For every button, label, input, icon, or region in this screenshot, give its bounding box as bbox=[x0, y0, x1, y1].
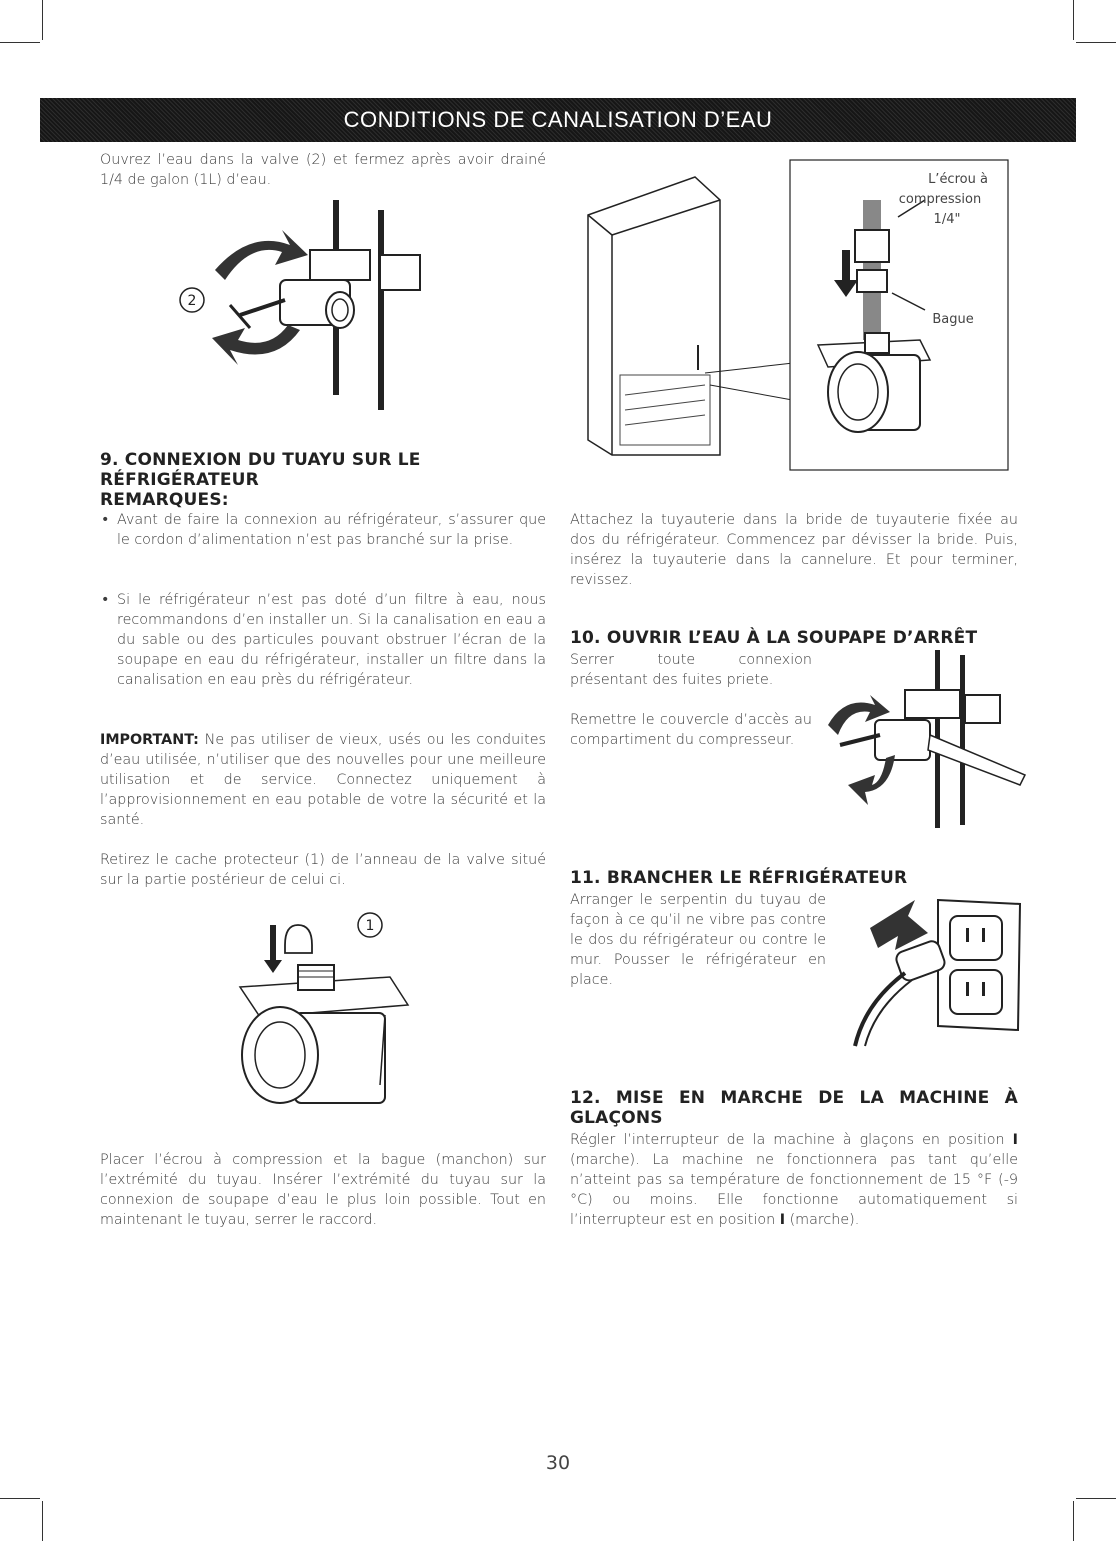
nut-label-line3: 1/4" bbox=[933, 212, 961, 227]
bullet-dot: • bbox=[101, 592, 110, 608]
crop-mark bbox=[0, 1498, 40, 1499]
crop-mark bbox=[1073, 1501, 1074, 1541]
cap bbox=[285, 925, 312, 953]
bullet-dot: • bbox=[101, 512, 110, 528]
pipe-right bbox=[378, 210, 384, 410]
crop-mark bbox=[1076, 42, 1116, 43]
crop-mark bbox=[1076, 1498, 1116, 1499]
section-10-heading: 10. OUVRIR L’EAU À LA SOUPAPE D’ARRÊT bbox=[570, 628, 978, 648]
remark-bullet-2: Si le réfrigérateur n’est pas doté d’un filtre à eau, nous recommandons d’en installer un. Si la canalisation en eau a du sable ou des particules pouvant obstruer l’écran de la soupape en eau du réfrigérateur, installer un filtre dans la canalisation en eau près du réfrigérateur. bbox=[117, 592, 546, 688]
shutoff-valve-illustration bbox=[820, 650, 1025, 830]
callout-2: 2 bbox=[187, 293, 197, 309]
valve-illustration bbox=[170, 200, 440, 415]
rotate-arrow-bottom bbox=[212, 325, 300, 365]
ring-label: Bague bbox=[932, 312, 974, 327]
section-12-heading: 12. MISE EN MARCHE DE LA MACHINE À GLAÇONS bbox=[570, 1088, 1018, 1128]
push-arrow-icon bbox=[870, 900, 928, 950]
nut-label-line1: L’écrou à bbox=[928, 172, 988, 187]
section-10-text-1: Serrer toute connexion présentant des fuites priete. bbox=[570, 652, 812, 688]
power-outlet-illustration bbox=[840, 888, 1022, 1048]
outlet-bottom bbox=[950, 970, 1002, 1014]
section-10-text-2: Remettre le couvercle d’accès au compartiment du compresseur. bbox=[570, 712, 812, 748]
important-label: IMPORTANT: bbox=[100, 732, 199, 748]
refrigerator-connection-illustration bbox=[580, 155, 1020, 475]
place-nut-text: Placer l’écrou à compression et la bague (manchon) sur l’extrémité du tuyau. Insérer l’extrémité du tuyau sur la connexion de soupape d’eau le plus loin possible. Tout en maintenant le tuyau, serrer le raccord. bbox=[100, 1152, 546, 1228]
important-note: IMPORTANT: Ne pas utiliser de vieux, usés ou les conduites d’eau utilisée, n’utiliser que des nouvelles pour une meilleure utilisation et de service. Connectez uniquement à l’approvisionnement en eau potable de votre la sécurité et la santé. bbox=[100, 732, 546, 828]
remark-bullet-1: Avant de faire la connexion au réfrigérateur, s’assurer que le cordon d’alimentation n’est pas branché sur la prise. bbox=[117, 512, 546, 548]
crop-mark bbox=[42, 1501, 43, 1541]
section-12-text: Régler l’interrupteur de la machine à glaçons en position I (marche). La machine ne fonctionnera pas tant qu’elle n’atteint pas sa température de fonctionnement de 15 °F (-9 °C) ou moins. Elle fonctionne automatiquement si l’interrupteur est en position I (marche). bbox=[570, 1132, 1018, 1228]
crop-mark bbox=[0, 42, 40, 43]
section-11-text: Arranger le serpentin du tuyau de façon à ce qu’il ne vibre pas contre le dos du réfrigérateur ou contre le mur. Pousser le réfrigérateur en place. bbox=[570, 892, 826, 988]
rotate-arrow-bottom bbox=[848, 755, 895, 805]
outlet-top bbox=[950, 916, 1002, 960]
section-11-heading: 11. BRANCHER LE RÉFRIGÉRATEUR bbox=[570, 868, 908, 888]
crop-mark bbox=[1073, 0, 1074, 40]
attach-text: Attachez la tuyauterie dans la bride de tuyauterie fixée au dos du réfrigérateur. Commencez par dévisser la bride. Puis, insérez la tuyauterie dans la cannelure. Et pour terminer, revissez. bbox=[570, 512, 1018, 588]
section-9-heading: 9. CONNEXION DU TUAYU SUR LE RÉFRIGÉRATEUR REMARQUES: bbox=[100, 450, 421, 510]
rotate-arrow-top bbox=[215, 230, 308, 280]
banner-title: CONDITIONS DE CANALISATION D’EAU bbox=[343, 107, 773, 132]
remove-cap-text: Retirez le cache protecteur (1) de l’anneau de la valve situé sur la partie postérieur de celui ci. bbox=[100, 852, 546, 888]
intro-text: Ouvrez l’eau dans la valve (2) et fermez après avoir drainé 1/4 de galon (1L) d’eau. bbox=[100, 152, 546, 188]
section-banner bbox=[40, 98, 1076, 142]
up-arrow-icon bbox=[264, 925, 282, 973]
page-number: 30 bbox=[545, 1452, 571, 1474]
valve-cap-illustration bbox=[240, 905, 430, 1110]
crop-mark bbox=[42, 0, 43, 40]
nut-label-line2: compression bbox=[898, 192, 982, 207]
callout-1: 1 bbox=[365, 918, 375, 934]
